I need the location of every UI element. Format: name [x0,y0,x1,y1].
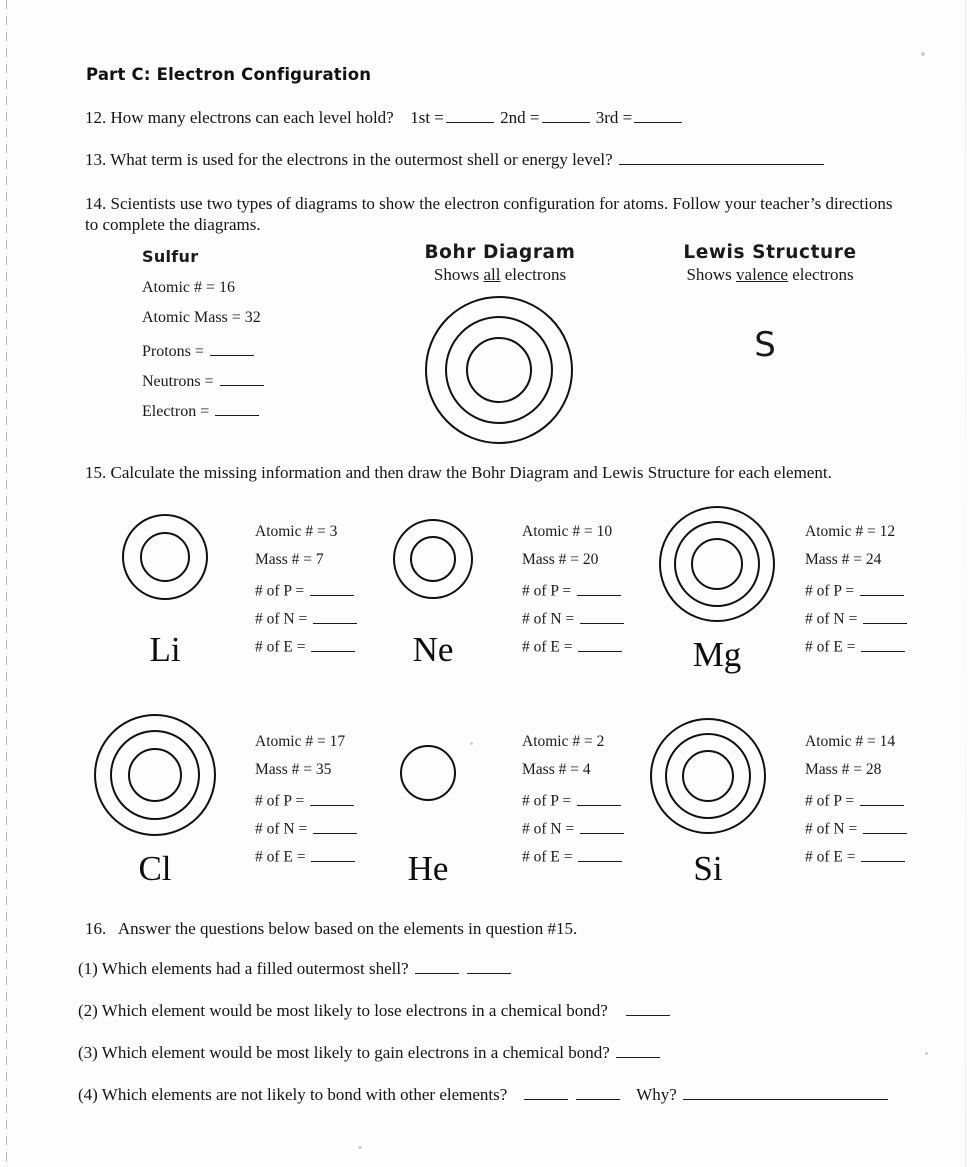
stat-label: # of P = [522,792,572,810]
question-14-line1: Scientists use two types of diagrams to show the electron configuration for atoms. Follow your teacher’s directions [110,194,893,213]
stat-row-mass-number [522,762,626,790]
element-stats-li [255,524,359,664]
element-stats-si [805,734,909,874]
question-14-line2: to complete the diagrams. [85,215,261,234]
sulfur-electron-blank[interactable] [215,400,259,416]
stat-label: Mass # = [805,551,862,568]
scan-artifact-left-edge [6,0,7,1167]
question-16-item-1-blank-a[interactable] [415,957,459,974]
question-12-label-3rd: 3rd = [595,108,633,128]
sulfur-row-atomic-mass [142,310,266,340]
question-13-text: What term is used for the electrons in the outermost shell or energy level? [110,150,613,170]
stat-label: Mass # = [255,761,312,778]
sulfur-row-value: 32 [244,309,261,326]
element-stats-ne [522,524,626,664]
sulfur-row-neutrons [142,370,266,400]
stat-row-mass-number [255,762,359,790]
stat-row-neutrons [522,818,626,846]
stat-value: 12 [879,523,896,540]
stat-label: # of P = [522,582,572,600]
question-14-line2-wrap [85,213,261,237]
stat-label: # of P = [805,792,855,810]
question-12-text: How many electrons can each level hold? [110,108,394,128]
stat-row-neutrons [522,608,626,636]
stat-label: Atomic # = [255,733,326,750]
sulfur-row-value: 16 [219,279,236,296]
stat-blank-electrons[interactable] [861,846,905,862]
bohr-sub-post: electrons [500,265,567,284]
question-16-item-2-blank[interactable] [626,999,670,1016]
question-16-item-1-text: Which elements had a filled outermost shell? [101,959,409,979]
question-12-number: 12. [85,108,107,128]
question-16-item-3-text: Which element would be most likely to gain electrons in a chemical bond? [101,1043,610,1063]
stat-label: Mass # = [522,551,579,568]
stat-row-mass-number [255,552,359,580]
element-symbol-cl: Cl [138,849,172,888]
question-13 [85,148,955,172]
element-symbol-ne: Ne [412,630,454,669]
question-16 [85,917,955,941]
scan-speck [470,742,473,745]
bohr-diagram-cl [94,714,216,836]
stat-label: Atomic # = [805,523,876,540]
stat-label: # of N = [255,820,308,838]
lewis-structure-title: Lewis Structure [683,242,857,263]
sulfur-row-label: Protons = [142,343,204,361]
question-16-item-2-text: Which element would be most likely to lose electrons in a chemical bond? [101,1001,608,1021]
stat-label: # of P = [255,582,305,600]
question-12 [85,106,935,130]
bohr-shell-ring [466,337,532,403]
lewis-structure-subtitle [645,265,895,285]
stat-row-electrons [522,636,626,664]
question-13-answer-blank[interactable] [619,148,824,165]
stat-label: # of E = [805,638,856,656]
stat-label: # of E = [255,848,306,866]
question-15 [85,461,955,485]
stat-row-protons [255,580,359,608]
stat-row-neutrons [805,608,909,636]
sulfur-row-label: Neutrons = [142,373,214,391]
question-16-item-4-why-label: Why? [636,1085,677,1105]
stat-row-mass-number [805,552,909,580]
question-16-number: 16. [85,919,107,938]
bohr-diagram-sulfur [425,296,573,444]
scan-artifact-right-edge [965,0,966,1167]
stat-row-protons [255,790,359,818]
sulfur-row-protons [142,340,266,370]
question-12-blank-2nd[interactable] [542,106,590,123]
bohr-diagram-li [122,514,208,600]
sulfur-row-atomic-number [142,280,266,310]
scan-speck [921,52,925,56]
sulfur-row-electron [142,400,266,430]
stat-row-electrons [805,846,909,874]
stat-row-electrons [522,846,626,874]
question-16-text: Answer the questions below based on the elements in question #15. [117,919,578,938]
scan-speck [358,1146,362,1149]
stat-label: # of E = [255,638,306,656]
stat-blank-neutrons[interactable] [313,608,357,624]
question-16-item-1-number: (1) [78,959,98,979]
question-13-number: 13. [85,150,107,170]
stat-row-atomic-number [255,524,359,552]
lewis-sub-pre: Shows [686,265,737,284]
lewis-sub-underlined: valence [736,265,788,284]
stat-blank-neutrons[interactable] [580,818,624,834]
stat-row-neutrons [255,608,359,636]
bohr-shell-ring [140,532,190,582]
stat-value: 4 [582,761,591,778]
sulfur-info-list [142,280,266,430]
stat-value: 28 [865,761,882,778]
element-symbol-mg: Mg [692,635,742,674]
stat-blank-protons[interactable] [577,790,621,806]
stat-blank-neutrons[interactable] [313,818,357,834]
bohr-shell-ring [128,748,182,802]
stat-blank-protons[interactable] [310,580,354,596]
question-15-text: Calculate the missing information and then draw the Bohr Diagram and Lewis Structure for each element. [110,463,832,482]
question-16-item-3-blank[interactable] [616,1041,660,1058]
sulfur-row-label: Atomic # = [142,279,216,296]
question-16-item-1 [78,957,948,981]
element-stats-he [522,734,626,874]
stat-blank-neutrons[interactable] [863,818,907,834]
stat-row-mass-number [522,552,626,580]
element-stats-mg [805,524,909,664]
bohr-shell-ring [410,536,456,582]
question-16-item-2-number: (2) [78,1001,98,1021]
question-16-item-4-number: (4) [78,1085,98,1105]
sulfur-row-label: Atomic Mass = [142,309,241,326]
stat-blank-electrons[interactable] [578,846,622,862]
element-symbol-he: He [407,849,449,888]
bohr-shell-ring [682,750,734,802]
stat-row-protons [522,790,626,818]
stat-row-atomic-number [255,734,359,762]
bohr-diagram-ne [393,519,473,599]
stat-label: # of E = [805,848,856,866]
stat-label: Mass # = [522,761,579,778]
stat-blank-protons[interactable] [860,580,904,596]
bohr-sub-pre: Shows [433,265,484,284]
stat-value: 14 [879,733,896,750]
bohr-diagram-subtitle [380,265,620,285]
stat-label: # of E = [522,848,573,866]
bohr-shell-ring [691,538,743,590]
question-16-item-3 [78,1041,948,1065]
stat-row-atomic-number [805,524,909,552]
part-title: Part C: Electron Configuration [86,65,372,84]
stat-row-neutrons [805,818,909,846]
stat-label: # of N = [805,820,858,838]
stat-label: # of N = [805,610,858,628]
stat-blank-protons[interactable] [577,580,621,596]
stat-label: # of P = [255,792,305,810]
stat-label: # of P = [805,582,855,600]
stat-value: 10 [596,523,613,540]
stat-label: Atomic # = [805,733,876,750]
question-16-item-3-number: (3) [78,1043,98,1063]
stat-label: # of N = [522,610,575,628]
stat-blank-protons[interactable] [860,790,904,806]
bohr-shell-ring [400,745,456,801]
element-stats-cl [255,734,359,874]
question-12-label-2nd: 2nd = [500,108,540,128]
question-15-number: 15. [85,463,107,482]
stat-row-protons [522,580,626,608]
stat-label: # of E = [522,638,573,656]
stat-label: Atomic # = [522,523,593,540]
stat-row-atomic-number [522,524,626,552]
bohr-diagram-title: Bohr Diagram [424,242,576,263]
question-16-item-4-text: Which elements are not likely to bond with other elements? [101,1085,508,1105]
question-12-blank-1st[interactable] [446,106,494,123]
lewis-symbol-sulfur: S [754,325,776,365]
stat-label: # of N = [255,610,308,628]
stat-row-electrons [255,636,359,664]
bohr-diagram-mg [659,506,775,622]
stat-label: # of N = [522,820,575,838]
stat-blank-protons[interactable] [310,790,354,806]
stat-row-atomic-number [805,734,909,762]
sulfur-neutrons-blank[interactable] [220,370,264,386]
stat-label: Atomic # = [522,733,593,750]
question-16-item-4-blank-b[interactable] [576,1083,620,1100]
stat-row-electrons [805,636,909,664]
question-14-number: 14. [85,194,107,213]
question-16-item-1-blank-b[interactable] [467,957,511,974]
stat-value: 24 [865,551,882,568]
element-symbol-si: Si [693,849,723,888]
stat-row-neutrons [255,818,359,846]
stat-label: Atomic # = [255,523,326,540]
stat-blank-electrons[interactable] [311,636,355,652]
stat-value: 17 [329,733,346,750]
stat-blank-electrons[interactable] [861,636,905,652]
stat-label: Mass # = [805,761,862,778]
stat-label: Mass # = [255,551,312,568]
bohr-sub-underlined: all [483,265,501,284]
stat-value: 20 [582,551,599,568]
question-12-label-1st: 1st = [410,108,444,128]
stat-row-atomic-number [522,734,626,762]
stat-row-protons [805,790,909,818]
stat-value: 7 [315,551,324,568]
stat-row-mass-number [805,762,909,790]
bohr-diagram-he [400,745,456,801]
stat-blank-electrons[interactable] [311,846,355,862]
stat-row-protons [805,580,909,608]
question-16-item-4-blank-a[interactable] [524,1083,568,1100]
element-symbol-li: Li [149,630,181,669]
stat-blank-neutrons[interactable] [863,608,907,624]
question-16-item-4 [78,1083,958,1107]
stat-value: 35 [315,761,332,778]
question-16-item-4-why-blank[interactable] [683,1083,888,1100]
bohr-diagram-column-header [380,242,620,285]
stat-blank-electrons[interactable] [578,636,622,652]
sulfur-row-label: Electron = [142,403,210,421]
stat-value: 3 [329,523,338,540]
stat-value: 2 [596,733,605,750]
question-16-item-2 [78,999,948,1023]
lewis-structure-column-header [645,242,895,285]
lewis-sub-post: electrons [787,265,854,284]
stat-row-electrons [255,846,359,874]
stat-blank-neutrons[interactable] [580,608,624,624]
sulfur-name: Sulfur [142,247,199,266]
bohr-diagram-si [650,718,766,834]
question-12-blank-3rd[interactable] [634,106,682,123]
sulfur-protons-blank[interactable] [210,340,254,356]
